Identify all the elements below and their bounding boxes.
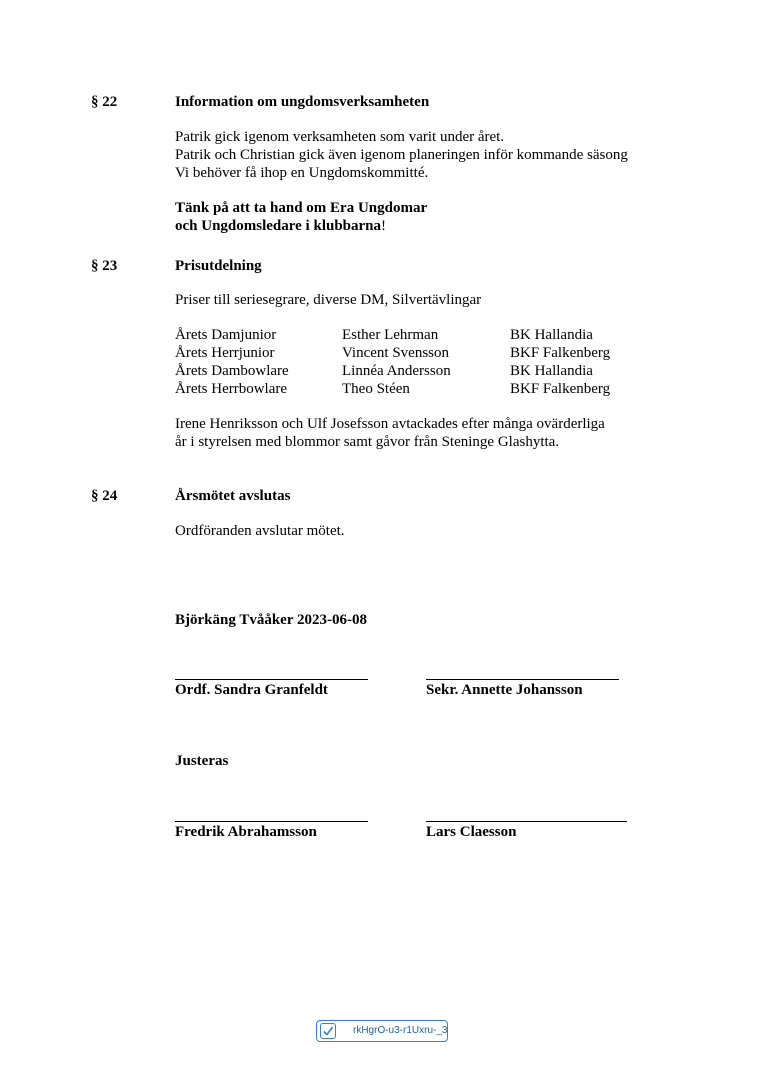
section-24-text: Ordföranden avslutar mötet.	[175, 523, 345, 539]
signature-chair: Ordf. Sandra Granfeldt	[175, 682, 328, 698]
signature-line-secretary	[426, 679, 619, 680]
verification-badge	[316, 1020, 448, 1042]
signature-adjuster-1: Fredrik Abrahamsson	[175, 824, 317, 840]
award-club: BK Hallandia	[510, 363, 593, 379]
section-24-number: § 24	[91, 488, 118, 504]
signature-line-adjuster-1	[175, 821, 368, 822]
section-22-emphasis-2-text: och Ungdomsledare i klubbarna	[175, 218, 382, 234]
award-title: Årets Herrjunior	[175, 345, 275, 361]
section-22-line-3: Vi behöver få ihop en Ungdomskommitté.	[175, 165, 429, 181]
section-22-number: § 22	[91, 94, 118, 110]
award-winner: Theo Stéen	[342, 381, 410, 397]
signature-line-adjuster-2	[426, 821, 627, 822]
section-22-emphasis-2	[175, 217, 386, 235]
award-title: Årets Herrbowlare	[175, 381, 288, 397]
verification-code: rkHgrO-u3-r1Uxru-_3	[353, 1025, 448, 1036]
award-winner: Vincent Svensson	[342, 345, 450, 361]
section-24-heading: Årsmötet avslutas	[175, 488, 291, 504]
section-23-heading: Prisutdelning	[175, 258, 262, 274]
adjusted-label: Justeras	[175, 753, 229, 769]
section-23-intro: Priser till seriesegrare, diverse DM, Silvertävlingar	[175, 292, 482, 308]
award-row	[175, 362, 635, 380]
award-winner: Linnéa Andersson	[342, 363, 451, 379]
section-23-closing-1: Irene Henriksson och Ulf Josefsson avtackades efter många ovärderliga	[175, 416, 605, 432]
award-club: BK Hallandia	[510, 327, 593, 343]
signature-adjuster-2: Lars Claesson	[426, 824, 517, 840]
section-22-emphasis-2-end: !	[381, 218, 387, 234]
award-club: BKF Falkenberg	[510, 345, 611, 361]
check-document-icon	[320, 1023, 336, 1039]
section-23-closing-2: år i styrelsen med blommor samt gåvor från Steninge Glashytta.	[175, 434, 560, 450]
section-22-line-2: Patrik och Christian gick även igenom planeringen inför kommande säsong	[175, 147, 628, 163]
award-title: Årets Damjunior	[175, 327, 277, 343]
award-winner: Esther Lehrman	[342, 327, 439, 343]
section-22-line-1: Patrik gick igenom verksamheten som varit under året.	[175, 129, 505, 145]
award-row	[175, 326, 635, 344]
place-date: Björkäng Tvååker 2023-06-08	[175, 612, 367, 628]
signature-line-chair	[175, 679, 368, 680]
award-club: BKF Falkenberg	[510, 381, 611, 397]
section-22-emphasis-1: Tänk på att ta hand om Era Ungdomar	[175, 200, 428, 216]
section-23-number: § 23	[91, 258, 118, 274]
section-22-heading: Information om ungdomsverksamheten	[175, 94, 430, 110]
signature-secretary: Sekr. Annette Johansson	[426, 682, 583, 698]
award-row	[175, 380, 635, 398]
award-title: Årets Dambowlare	[175, 363, 289, 379]
award-row	[175, 344, 635, 362]
